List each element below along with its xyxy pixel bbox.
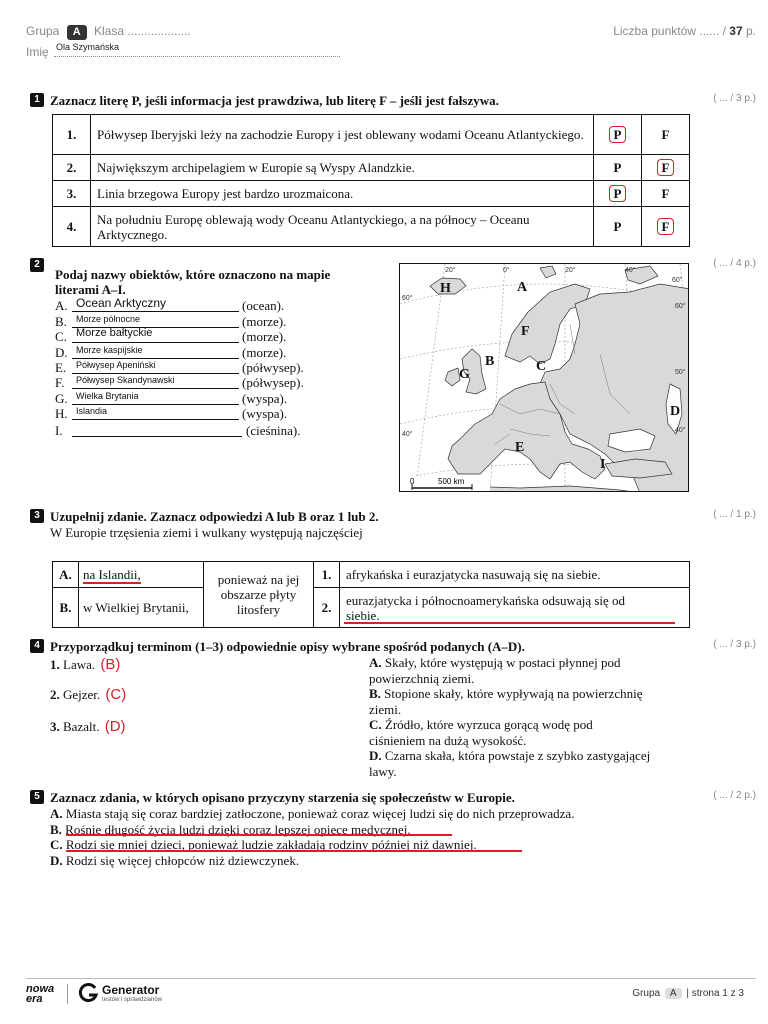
item-letter: H. bbox=[55, 406, 68, 421]
task5-title: Zaznacz zdania, w których opisano przyczyny starzenia się społeczeństw w Europie. bbox=[50, 790, 515, 805]
option-2-label: 2. bbox=[314, 588, 340, 628]
option-text: Rodzi się więcej chłopców niż dziewczynek. bbox=[65, 852, 300, 868]
task3-sentence: W Europie trzęsienia ziemi i wulkany występują najczęściej bbox=[50, 525, 363, 540]
option-f[interactable]: F bbox=[642, 181, 690, 207]
item-suffix: (wyspa). bbox=[242, 391, 288, 406]
option-a-label: A. bbox=[53, 562, 79, 588]
item-suffix: (półwysep). bbox=[242, 375, 304, 390]
row-number: 3. bbox=[53, 181, 91, 207]
lat-label: 60° bbox=[402, 295, 413, 302]
student-name: Ola Szymańska bbox=[56, 42, 120, 52]
task2-points: ( ... / 4 p.) bbox=[713, 258, 756, 269]
option-text: Miasta stają się coraz bardziej zatłoczone, ponieważ coraz więcej ludzi się do nich przeprowadza. bbox=[65, 806, 575, 821]
task3-points: ( ... / 1 p.) bbox=[713, 509, 756, 520]
term-number: 3. bbox=[50, 719, 60, 734]
item-answer: Islandia bbox=[76, 406, 108, 416]
map-letter-a: A bbox=[517, 280, 528, 295]
option-letter: A. bbox=[50, 806, 63, 821]
option-text-cont: ziemi. bbox=[369, 701, 402, 717]
lat-label: 60° bbox=[675, 303, 686, 310]
item-suffix: (wyspa). bbox=[242, 406, 288, 421]
item-answer: Morze bałtyckie bbox=[76, 327, 153, 339]
item-letter: F. bbox=[55, 375, 65, 390]
option-letter: B. bbox=[369, 686, 381, 701]
group-label: Grupa bbox=[26, 24, 60, 38]
task3-middle-text: ponieważ na jej obszarze płyty litosfery bbox=[204, 562, 314, 628]
term-number: 2. bbox=[50, 687, 60, 702]
option-f-circled: F bbox=[657, 218, 675, 235]
task1-title: Zaznacz literę P, jeśli informacja jest prawdziwa, lub literę F – jeśli jest fałszywa. bbox=[50, 93, 499, 108]
option-1-label: 1. bbox=[314, 562, 340, 588]
option-f[interactable] bbox=[642, 155, 690, 181]
task5-options bbox=[50, 806, 574, 868]
item-suffix: (cieśnina). bbox=[246, 423, 301, 438]
term-text: Bazalt. bbox=[63, 719, 100, 734]
row-number: 2. bbox=[53, 155, 91, 181]
task5-points: ( ... / 2 p.) bbox=[713, 790, 756, 801]
option-text: Rośnie długość życia ludzi dzięki coraz lepszej opiece medycznej. bbox=[65, 821, 411, 837]
map-letter-c: C bbox=[536, 359, 547, 374]
task1-table bbox=[52, 114, 690, 247]
lon-label: 20° bbox=[565, 267, 576, 274]
list-item[interactable] bbox=[50, 853, 574, 869]
lat-label: 40° bbox=[675, 427, 686, 434]
option-p[interactable]: P bbox=[594, 155, 642, 181]
map-letter-g: G bbox=[459, 367, 470, 382]
term-2 bbox=[50, 686, 126, 703]
option-text-cont: lawy. bbox=[369, 763, 397, 779]
list-item bbox=[369, 686, 650, 702]
option-letter: C. bbox=[369, 717, 382, 732]
footer-group-badge: A bbox=[665, 988, 682, 999]
term-text: Lawa. bbox=[63, 657, 96, 672]
footer-divider bbox=[26, 978, 756, 979]
brand-line2: era bbox=[26, 993, 43, 1005]
row-statement: Linia brzegowa Europy jest bardzo urozmaicona. bbox=[91, 181, 594, 207]
table-row bbox=[53, 181, 690, 207]
item-letter: E. bbox=[55, 360, 67, 375]
list-item[interactable] bbox=[50, 806, 574, 822]
item-answer: Ocean Arktyczny bbox=[76, 296, 167, 310]
term-text: Gejzer. bbox=[63, 687, 101, 702]
option-letter: B. bbox=[50, 821, 62, 837]
option-2[interactable] bbox=[340, 588, 690, 628]
option-text: Czarna skała, która powstaje z szybko zastygającej bbox=[384, 748, 651, 763]
scale-zero: 0 bbox=[410, 477, 415, 486]
option-letter: C. bbox=[50, 837, 63, 852]
task5-number: 5 bbox=[30, 790, 44, 804]
answer-line[interactable] bbox=[72, 373, 239, 374]
map-letter-d: D bbox=[670, 404, 681, 419]
option-f[interactable]: F bbox=[642, 115, 690, 155]
task2-number: 2 bbox=[30, 258, 44, 272]
task4-options bbox=[369, 655, 650, 779]
map-scale bbox=[400, 476, 490, 492]
option-p[interactable]: P bbox=[594, 207, 642, 247]
name-line bbox=[54, 56, 340, 57]
table-row bbox=[53, 115, 690, 155]
task2-title-line2: literami A–I. bbox=[55, 282, 126, 297]
points-total: 37 bbox=[729, 24, 743, 38]
footer-group-label: Grupa bbox=[632, 988, 661, 999]
option-a[interactable] bbox=[79, 562, 204, 588]
brand-line1: nowa bbox=[26, 983, 55, 995]
answer-c-underline bbox=[66, 850, 522, 852]
name-label: Imię bbox=[26, 45, 49, 59]
task3-title: Uzupełnij zdanie. Zaznacz odpowiedzi A lub B oraz 1 lub 2. bbox=[50, 509, 379, 524]
answer-line[interactable] bbox=[72, 404, 239, 405]
item-suffix: (morze). bbox=[242, 345, 287, 360]
footer-page-info bbox=[632, 988, 744, 999]
generator-subtitle: testów i sprawdzianów bbox=[102, 997, 163, 1003]
table-row bbox=[53, 207, 690, 247]
item-letter: B. bbox=[55, 314, 67, 329]
task4-points: ( ... / 3 p.) bbox=[713, 639, 756, 650]
generator-logo bbox=[77, 982, 99, 1008]
option-letter: D. bbox=[369, 748, 382, 763]
option-2-underline bbox=[344, 622, 675, 624]
footer-page-text: | strona 1 z 3 bbox=[686, 988, 744, 999]
row-statement: Półwysep Iberyjski leży na zachodzie Europy i jest oblewany wodami Oceanu Atlantyckiego. bbox=[91, 115, 594, 155]
answer-line[interactable] bbox=[72, 358, 239, 359]
item-letter: A. bbox=[55, 298, 68, 313]
option-a-text: na Islandii, bbox=[83, 567, 141, 582]
option-letter: D. bbox=[50, 852, 63, 868]
item-suffix: (ocean). bbox=[242, 298, 285, 313]
generator-g-icon bbox=[77, 982, 99, 1004]
lon-label: 40° bbox=[625, 267, 636, 274]
option-2-line2: siebie. bbox=[346, 607, 380, 623]
map-letter-f: F bbox=[521, 324, 530, 339]
class-field: ................... bbox=[127, 24, 191, 38]
group-badge: A bbox=[67, 25, 87, 40]
map-letter-e: E bbox=[515, 440, 525, 455]
row-number: 4. bbox=[53, 207, 91, 247]
option-text: Rodzi się mniej dzieci, ponieważ ludzie zakładają rodziny później niż dawniej. bbox=[65, 837, 477, 852]
lat-label: 40° bbox=[402, 431, 413, 438]
europe-map bbox=[399, 263, 689, 492]
item-suffix: (morze). bbox=[242, 329, 287, 344]
header-group bbox=[26, 24, 191, 40]
answer-b-underline bbox=[66, 834, 452, 836]
term-answer: (B) bbox=[100, 656, 121, 673]
option-text: Źródło, które wyrzuca gorącą wodę pod bbox=[384, 717, 593, 732]
footer-separator bbox=[67, 984, 68, 1004]
header-points bbox=[613, 24, 756, 38]
points-unit: p. bbox=[745, 24, 756, 38]
lon-label: 20° bbox=[445, 267, 456, 274]
map-letter-b: B bbox=[485, 354, 495, 369]
answer-line[interactable] bbox=[72, 419, 239, 420]
task1-number: 1 bbox=[30, 93, 44, 107]
map-land bbox=[400, 266, 689, 492]
list-item bbox=[369, 748, 650, 764]
term-3 bbox=[50, 718, 126, 735]
class-label: Klasa bbox=[94, 24, 125, 38]
item-letter: I. bbox=[55, 423, 63, 438]
option-text: Stopione skały, które wypływają na powierzchnię bbox=[384, 686, 643, 701]
term-1 bbox=[50, 656, 120, 673]
option-text: Skały, które występują w postaci płynnej pod bbox=[384, 655, 621, 670]
answer-line[interactable] bbox=[72, 436, 242, 437]
table-row bbox=[53, 588, 690, 628]
item-answer: Półwysep Apeniński bbox=[76, 360, 156, 370]
item-letter: C. bbox=[55, 329, 67, 344]
task3-table bbox=[52, 561, 690, 628]
scale-label: 500 km bbox=[438, 477, 465, 486]
task4-number: 4 bbox=[30, 639, 44, 653]
answer-line[interactable] bbox=[72, 388, 239, 389]
generator-title: Generator bbox=[102, 983, 160, 997]
item-letter: D. bbox=[55, 345, 68, 360]
lat-label: 50° bbox=[675, 369, 686, 376]
item-answer: Morze północne bbox=[76, 314, 141, 324]
term-answer: (C) bbox=[105, 686, 127, 703]
task2-title-line1: Podaj nazwy obiektów, które oznaczono na mapie bbox=[55, 267, 331, 282]
option-b[interactable]: w Wielkiej Brytanii, bbox=[79, 588, 204, 628]
map-letter-h: H bbox=[440, 281, 451, 296]
option-2-line1: eurazjatycka i północnoamerykańska odsuwają się od bbox=[346, 592, 626, 608]
nowa-era-logo bbox=[26, 984, 54, 1004]
option-text-cont: ciśnieniem na dużą wysokość. bbox=[369, 732, 527, 748]
item-answer: Wielka Brytania bbox=[76, 391, 139, 401]
option-p[interactable] bbox=[594, 115, 642, 155]
map-letter-i: I bbox=[600, 457, 606, 472]
option-p-circled: P bbox=[609, 185, 627, 202]
item-suffix: (morze). bbox=[242, 314, 287, 329]
option-f[interactable] bbox=[642, 207, 690, 247]
row-statement: Największym archipelagiem w Europie są Wyspy Alandzkie. bbox=[91, 155, 594, 181]
points-label: Liczba punktów ...... / bbox=[613, 24, 726, 38]
row-statement: Na południu Europę oblewają wody Oceanu Atlantyckiego, a na północy – Oceanu Arktycznego. bbox=[91, 207, 594, 247]
item-answer: Morze kaspijskie bbox=[76, 345, 143, 355]
term-number: 1. bbox=[50, 657, 60, 672]
term-answer: (D) bbox=[104, 718, 126, 735]
option-p[interactable] bbox=[594, 181, 642, 207]
row-number: 1. bbox=[53, 115, 91, 155]
item-letter: G. bbox=[55, 391, 68, 406]
list-item bbox=[369, 717, 650, 733]
task3-number: 3 bbox=[30, 509, 44, 523]
table-row bbox=[53, 155, 690, 181]
table-row bbox=[53, 562, 690, 588]
lon-label: 0° bbox=[503, 267, 510, 274]
item-suffix: (półwysep). bbox=[242, 360, 304, 375]
task1-points: ( ... / 3 p.) bbox=[713, 93, 756, 104]
task4-title: Przyporządkuj terminom (1–3) odpowiednie opisy wybrane spośród podanych (A–D). bbox=[50, 639, 525, 654]
option-p-circled: P bbox=[609, 126, 627, 143]
option-letter: A. bbox=[369, 655, 382, 670]
answer-line[interactable] bbox=[72, 311, 239, 312]
option-f-circled: F bbox=[657, 159, 675, 176]
option-1[interactable]: afrykańska i eurazjatycka nasuwają się na siebie. bbox=[340, 562, 690, 588]
option-text-cont: powierzchnią ziemi. bbox=[369, 670, 475, 686]
answer-line[interactable] bbox=[72, 342, 239, 343]
item-answer: Półwysep Skandynawski bbox=[76, 375, 175, 385]
list-item bbox=[369, 655, 650, 671]
lon-label: 60° bbox=[672, 277, 683, 284]
option-b-label: B. bbox=[53, 588, 79, 628]
europe-map-svg bbox=[400, 264, 689, 492]
